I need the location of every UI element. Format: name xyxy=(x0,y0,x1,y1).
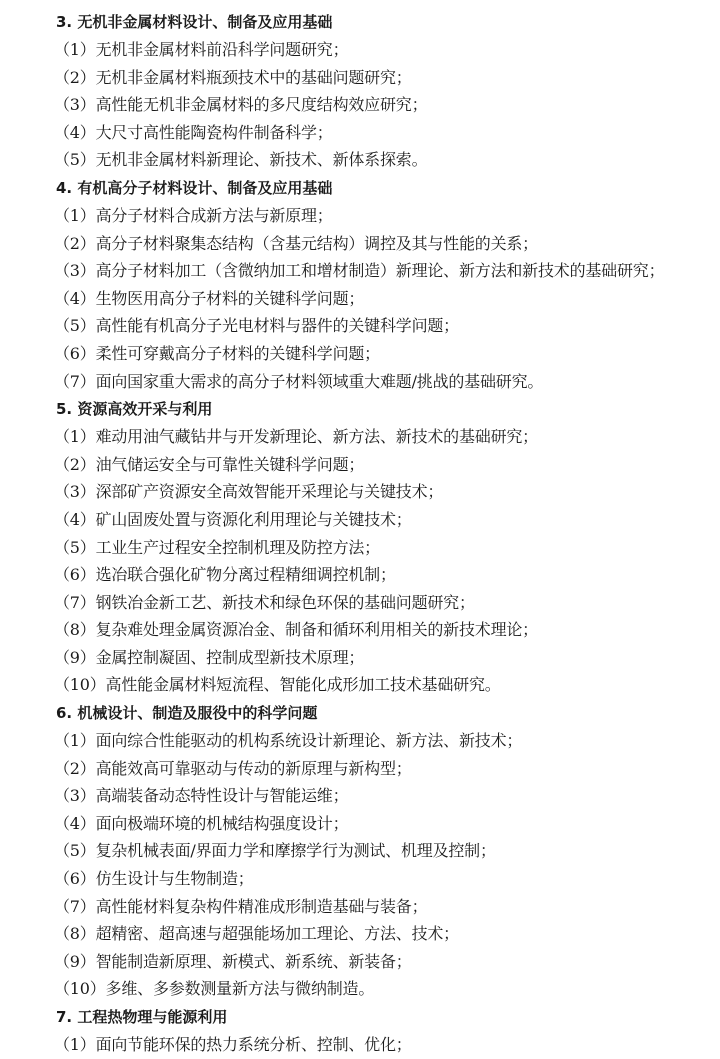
list-item: （7）面向国家重大需求的高分子材料领域重大难题/挑战的基础研究。 xyxy=(54,371,544,391)
list-item: （10）多维、多参数测量新方法与微纳制造。 xyxy=(54,979,375,999)
section-6 xyxy=(0,699,720,1003)
section-heading: 6. 机械设计、制造及服役中的科学问题 xyxy=(56,704,318,723)
list-item: （3）高性能无机非金属材料的多尺度结构效应研究； xyxy=(54,95,428,115)
list-item: （9）智能制造新原理、新模式、新系统、新装备； xyxy=(54,951,412,971)
section-heading: 4. 有机高分子材料设计、制备及应用基础 xyxy=(56,178,333,197)
section-3 xyxy=(0,8,720,174)
section-4 xyxy=(0,174,720,395)
list-item: （1）面向节能环保的热力系统分析、控制、优化； xyxy=(54,1035,412,1054)
list-item: （6）柔性可穿戴高分子材料的关键科学问题； xyxy=(54,343,380,363)
section-heading: 3. 无机非金属材料设计、制备及应用基础 xyxy=(56,13,333,31)
list-item: （5）高性能有机高分子光电材料与器件的关键科学问题； xyxy=(54,316,459,336)
list-item: （5）无机非金属材料新理论、新技术、新体系探索。 xyxy=(54,150,428,170)
section-5 xyxy=(0,395,720,699)
list-item: （1）高分子材料合成新方法与新原理； xyxy=(54,205,333,225)
list-item: （6）选冶联合强化矿物分离过程精细调控机制； xyxy=(54,565,396,585)
list-item: （3）高分子材料加工（含微纳加工和增材制造）新理论、新方法和新技术的基础研究； xyxy=(54,261,665,281)
list-item: （4）矿山固废处置与资源化利用理论与关键技术； xyxy=(54,509,412,529)
list-item: （1）无机非金属材料前沿科学问题研究； xyxy=(54,40,349,59)
list-item: （4）生物医用高分子材料的关键科学问题； xyxy=(54,288,365,308)
list-item: （1）面向综合性能驱动的机构系统设计新理论、新方法、新技术； xyxy=(54,731,523,751)
list-item: （8）超精密、超高速与超强能场加工理论、方法、技术； xyxy=(54,924,459,944)
list-item: （5）工业生产过程安全控制机理及防控方法； xyxy=(54,537,380,557)
list-item: （4）大尺寸高性能陶瓷构件制备科学； xyxy=(54,122,333,142)
section-heading: 7. 工程热物理与能源利用 xyxy=(56,1008,228,1026)
list-item: （4）面向极端环境的机械结构强度设计； xyxy=(54,813,349,833)
list-item: （5）复杂机械表面/界面力学和摩擦学行为测试、机理及控制； xyxy=(54,841,496,861)
list-item: （2）高分子材料聚集态结构（含基元结构）调控及其与性能的关系； xyxy=(54,233,538,253)
list-item: （3）高端装备动态特性设计与智能运维； xyxy=(54,786,349,806)
list-item: （8）复杂难处理金属资源冶金、制备和循环利用相关的新技术理论； xyxy=(54,620,538,640)
section-heading: 5. 资源高效开采与利用 xyxy=(56,400,213,419)
list-item: （6）仿生设计与生物制造； xyxy=(54,869,254,889)
section-7 xyxy=(0,1003,720,1059)
list-item: （2）无机非金属材料瓶颈技术中的基础问题研究； xyxy=(54,67,412,87)
list-item: （7）钢铁冶金新工艺、新技术和绿色环保的基础问题研究； xyxy=(54,592,475,612)
list-item: （9）金属控制凝固、控制成型新技术原理； xyxy=(54,647,365,667)
list-item: （1）难动用油气藏钻井与开发新理论、新方法、新技术的基础研究； xyxy=(54,427,538,447)
list-item: （3）深部矿产资源安全高效智能开采理论与关键技术； xyxy=(54,482,444,502)
list-item: （2）油气储运安全与可靠性关键科学问题； xyxy=(54,454,365,474)
list-item: （2）高能效高可靠驱动与传动的新原理与新构型； xyxy=(54,758,412,778)
list-item: （7）高性能材料复杂构件精准成形制造基础与装备； xyxy=(54,896,428,916)
list-item: （10）高性能金属材料短流程、智能化成形加工技术基础研究。 xyxy=(54,675,501,695)
